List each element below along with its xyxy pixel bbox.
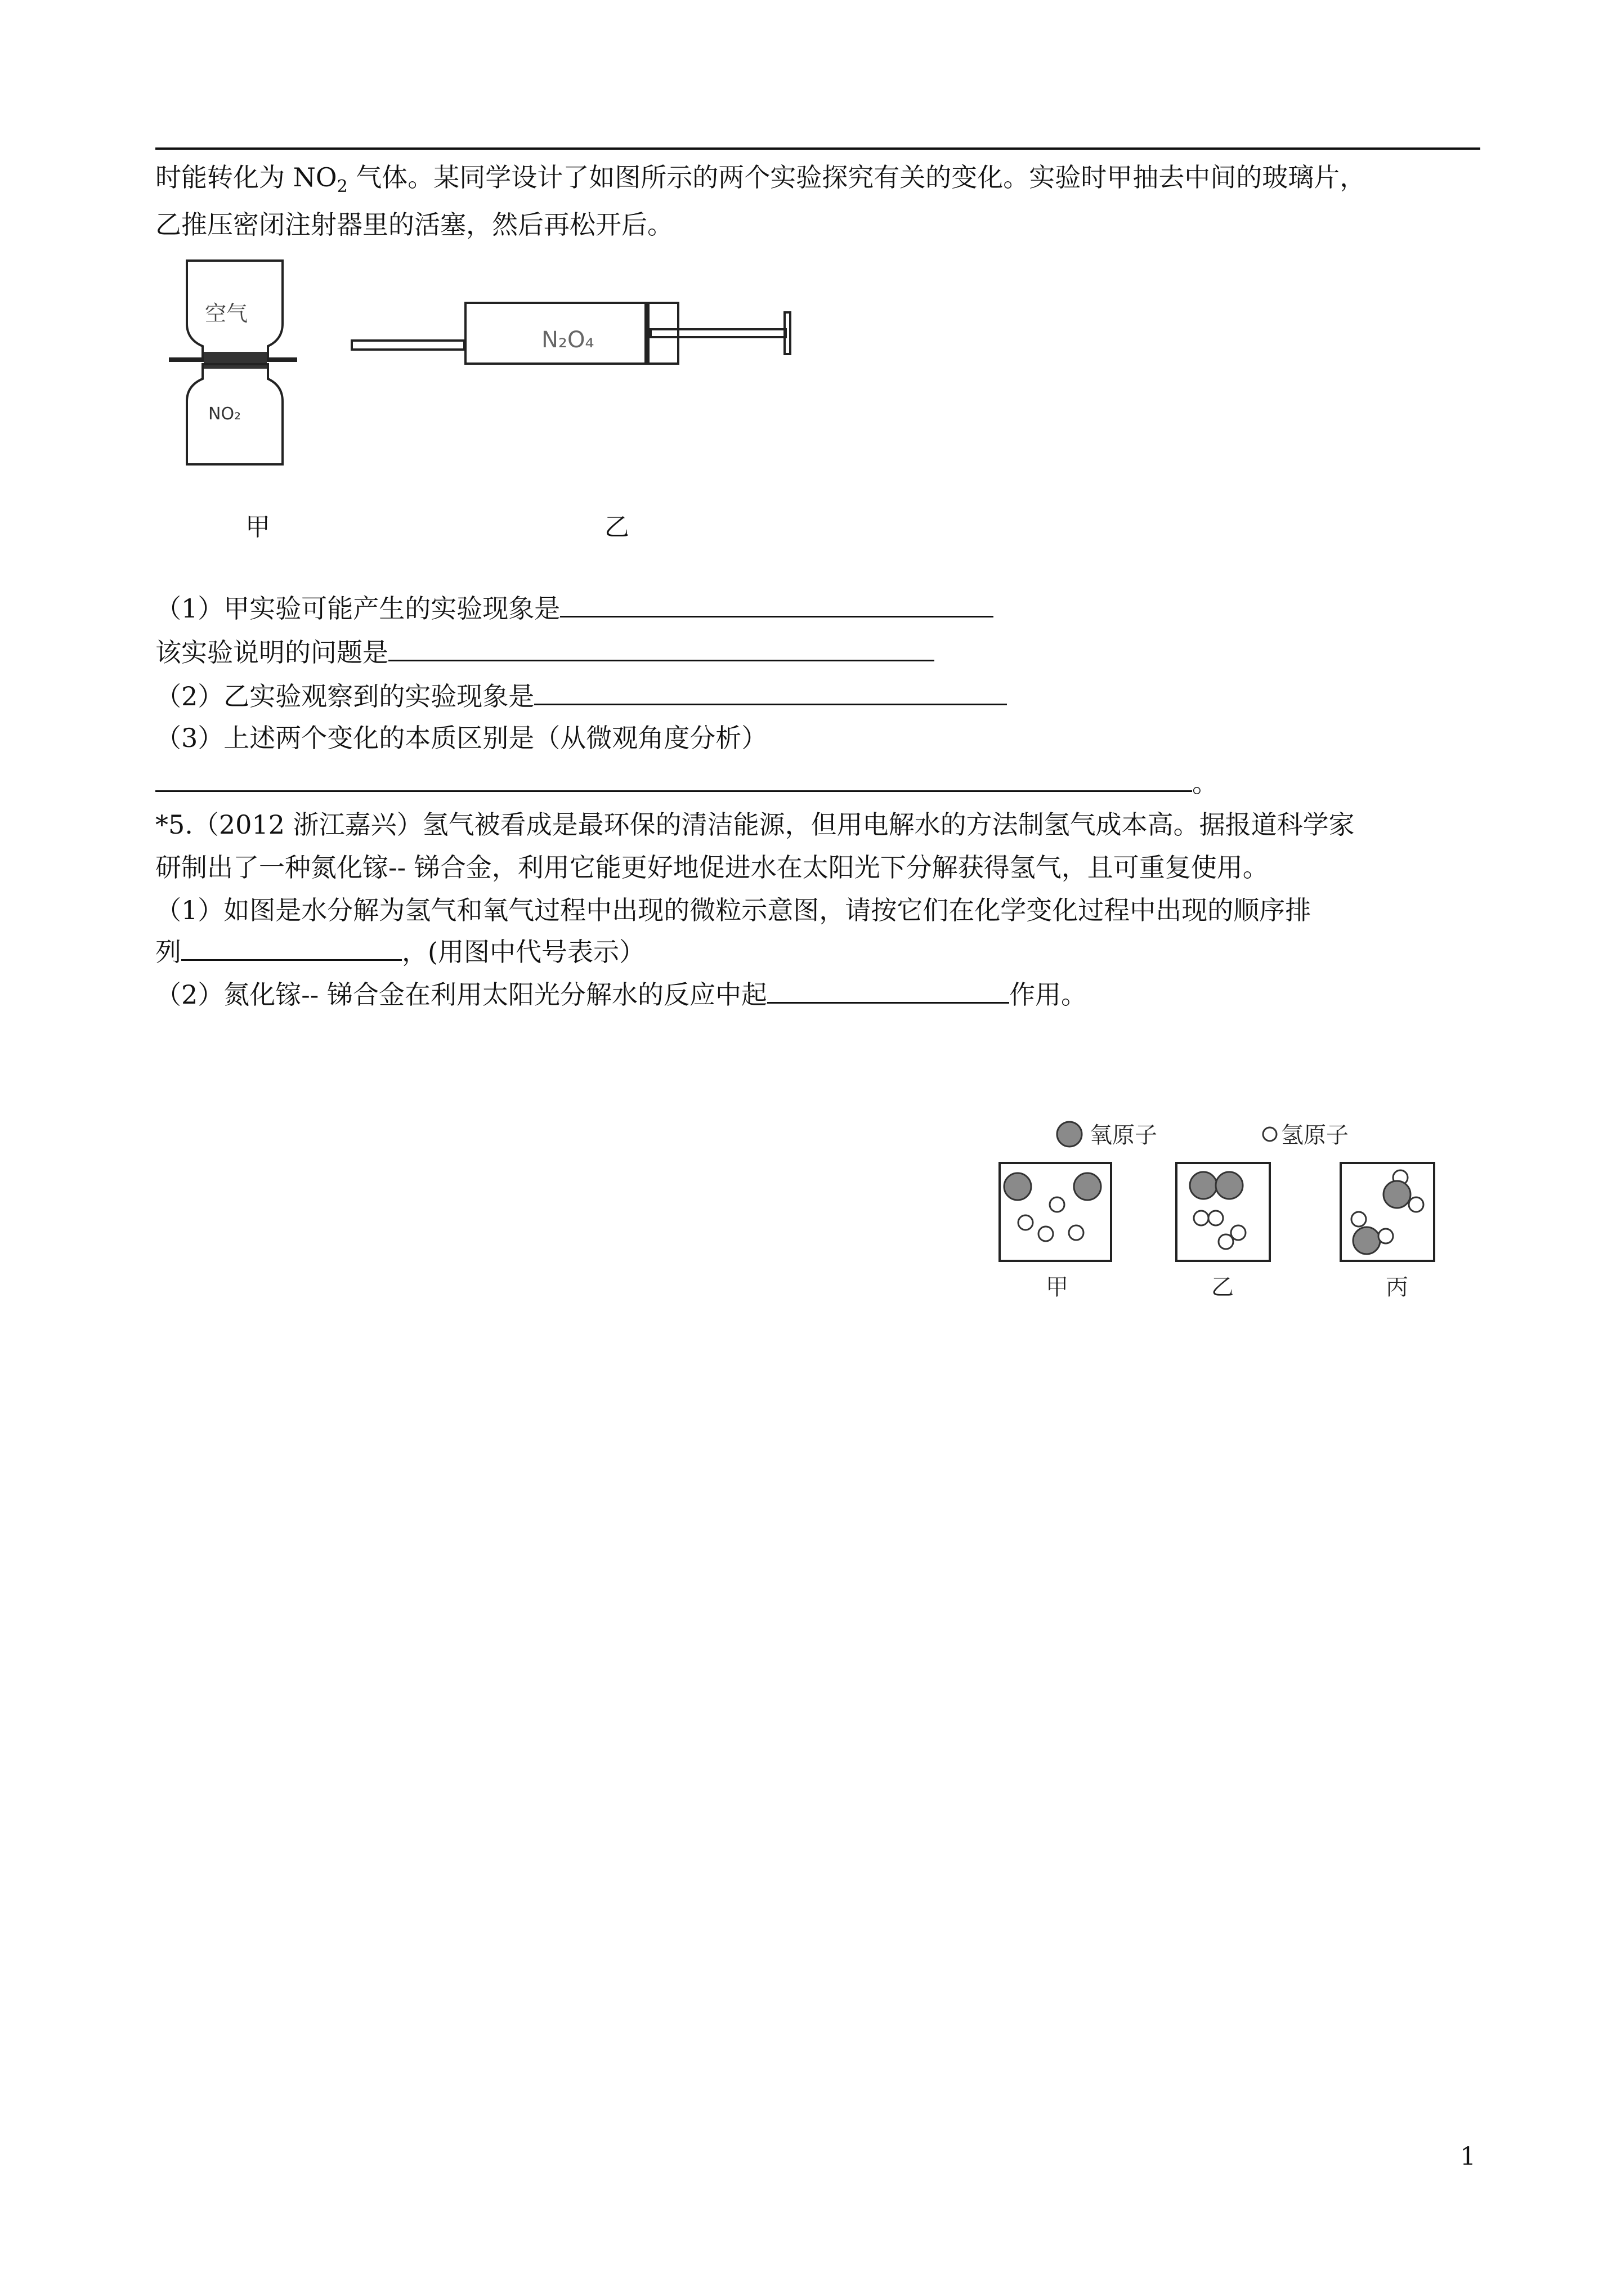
answer-blank-q5-1[interactable] — [181, 933, 402, 961]
answer-blank-q5-2[interactable] — [767, 976, 1009, 1004]
bottle-top-label: 空气 — [205, 301, 248, 326]
q4-part3-answer: 。 — [155, 761, 1218, 805]
answer-blank-q4-1[interactable] — [560, 590, 993, 617]
oxygen-atom — [1004, 1173, 1031, 1200]
hydrogen-atom — [1409, 1197, 1423, 1212]
legend-oxygen-icon — [1057, 1122, 1082, 1147]
hydrogen-atom — [1231, 1225, 1246, 1240]
q5-part1-line2: 列 ，(用图中代号表示） — [155, 930, 645, 974]
top-rule — [155, 147, 1480, 150]
q4-part1b: 该实验说明的问题是 — [155, 630, 934, 674]
oxygen-atom — [1216, 1172, 1243, 1199]
caption-jia: 甲 — [245, 513, 270, 541]
q5-part1-line1: （1）如图是水分解为氢气和氧气过程中出现的微粒示意图，请按它们在化学变化过程中出现的顺序排 — [155, 895, 1311, 925]
hydrogen-atom — [1018, 1215, 1033, 1230]
syringe-nozzle — [352, 341, 464, 350]
figure1-apparatus — [163, 256, 811, 470]
hydrogen-atom — [1050, 1197, 1064, 1212]
intro-line-1: 时能转化为 $NO_2$ 气体。某同学设计了如图所示的两个实验探究有关的变化。实验时甲抽去中间的玻璃片， — [155, 162, 1366, 197]
legend-hydrogen-label: 氢原子 — [1281, 1122, 1349, 1148]
caption-box-yi: 乙 — [1211, 1274, 1234, 1300]
syringe-piston — [644, 304, 650, 362]
answer-blank-q4-2[interactable] — [534, 678, 1007, 705]
caption-box-bing: 丙 — [1386, 1274, 1408, 1300]
answer-blank-q4-1b[interactable] — [388, 634, 934, 661]
hydrogen-atom — [1194, 1211, 1208, 1225]
bottle-neck-seal — [204, 352, 267, 369]
q4-part1: （1）甲实验可能产生的实验现象是 — [155, 587, 993, 630]
legend-oxygen-label: 氧原子 — [1090, 1122, 1157, 1148]
oxygen-atom — [1383, 1181, 1410, 1208]
bottle-bottom-label: NO₂ — [208, 404, 241, 424]
figure2-particles — [991, 1103, 1441, 1312]
plunger-handle — [785, 312, 790, 354]
legend-hydrogen-icon — [1263, 1127, 1277, 1141]
q4-part3: （3）上述两个变化的本质区别是（从微观角度分析） — [155, 723, 768, 753]
hydrogen-atom — [1208, 1211, 1223, 1225]
oxygen-atom — [1353, 1227, 1380, 1254]
q5-part2: （2）氮化镓-- 锑合金在利用太阳光分解水的反应中起 作用。 — [155, 973, 1087, 1017]
q5-line-1: *5.（2012 浙江嘉兴）氢气被看成是最环保的清洁能源，但用电解水的方法制氢气成本高。据报道科学家 — [155, 809, 1355, 840]
q5-line-2: 研制出了一种氮化镓-- 锑合金，利用它能更好地促进水在太阳光下分解获得氢气，且可重复使用。 — [155, 852, 1269, 883]
hydrogen-atom — [1069, 1225, 1083, 1240]
plunger-rod — [651, 329, 786, 337]
hydrogen-atom — [1038, 1227, 1053, 1241]
caption-yi: 乙 — [604, 513, 629, 541]
page-number: 1 — [1460, 2142, 1476, 2171]
answer-blank-q4-3[interactable] — [155, 764, 1192, 792]
oxygen-atom — [1190, 1172, 1217, 1199]
hydrogen-atom — [1219, 1234, 1233, 1249]
q4-part2: （2）乙实验观察到的实验现象是 — [155, 674, 1007, 718]
caption-box-jia: 甲 — [1046, 1274, 1068, 1300]
hydrogen-atom — [1351, 1212, 1366, 1227]
oxygen-atom — [1074, 1173, 1101, 1200]
syringe-label: N₂O₄ — [541, 327, 594, 353]
hydrogen-atom — [1378, 1229, 1393, 1243]
intro-line-2: 乙推压密闭注射器里的活塞，然后再松开后。 — [155, 209, 673, 240]
